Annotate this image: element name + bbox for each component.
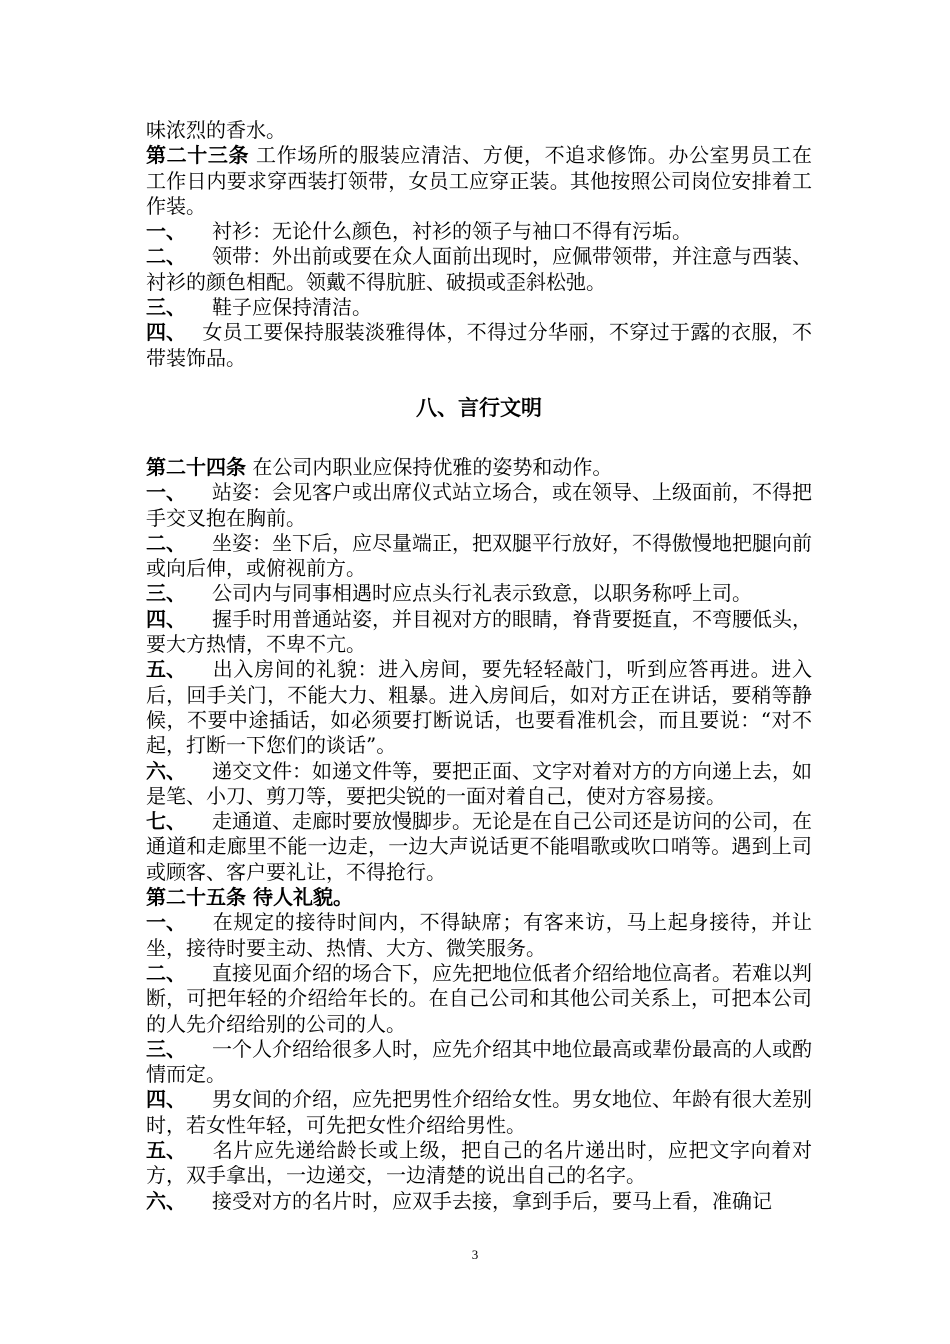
item-text: 女员工要保持服装淡雅得体，不得过分华丽，不穿过于露的衣服，不带装饰品。 — [146, 320, 812, 370]
list-item — [146, 809, 812, 885]
item-text: 接受对方的名片时，应双手去接，拿到手后，要马上看，准确记 — [212, 1188, 772, 1213]
list-item — [146, 657, 812, 758]
article-label: 第二十三条 — [146, 143, 250, 168]
list-item — [146, 1189, 812, 1214]
article-23 — [146, 143, 812, 219]
list-item — [146, 581, 812, 606]
list-item — [146, 219, 812, 244]
item-number: 六、 — [146, 1188, 186, 1213]
item-number: 三、 — [146, 1036, 186, 1061]
item-text: 衬衫：无论什么颜色，衬衫的领子与袖口不得有污垢。 — [212, 219, 692, 244]
item-number: 五、 — [146, 657, 186, 682]
list-item — [146, 910, 812, 961]
article-label: 第二十五条 待人礼貌。 — [146, 885, 353, 910]
item-number: 三、 — [146, 295, 186, 320]
item-text: 递交文件：如递文件等，要把正面、文字对着对方的方向递上去，如是笔、小刀、剪刀等，要把尖锐的一面对着自己，使对方容易接。 — [146, 758, 812, 808]
list-item — [146, 1087, 812, 1138]
article-text: 工作场所的服装应清洁、方便，不追求修饰。办公室男员工在工作日内要求穿西装打领带，女员工应穿正装。其他按照公司岗位安排着工作装。 — [146, 143, 813, 218]
item-text: 在规定的接待时间内，不得缺席；有客来访，马上起身接待，并让坐，接待时要主动、热情、大方、微笑服务。 — [146, 910, 812, 960]
article-text: 在公司内职业应保持优雅的姿势和动作。 — [246, 454, 613, 479]
list-item — [146, 244, 812, 295]
list-item — [146, 961, 812, 1037]
item-number: 二、 — [146, 244, 186, 269]
item-text: 站姿：会见客户或出席仪式站立场合，或在领导、上级面前，不得把手交叉抱在胸前。 — [146, 480, 812, 530]
list-item — [146, 295, 812, 320]
item-number: 六、 — [146, 758, 186, 783]
list-item — [146, 480, 812, 531]
list-item — [146, 531, 812, 582]
item-text: 握手时用普通站姿，并目视对方的眼睛，脊背要挺直，不弯腰低头，要大方热情，不卑不亢。 — [146, 606, 812, 657]
item-number: 二、 — [146, 530, 186, 555]
item-number: 四、 — [146, 606, 186, 631]
item-number: 一、 — [146, 910, 186, 935]
item-number: 二、 — [146, 960, 186, 985]
item-number: 四、 — [146, 320, 186, 345]
item-number: 一、 — [146, 219, 186, 244]
article-24 — [146, 455, 812, 480]
item-text: 领带：外出前或要在众人面前出现时，应佩带领带，并注意与西装、衬衫的颜色相配。领戴不得肮脏、破损或歪斜松弛。 — [146, 244, 812, 294]
item-number: 三、 — [146, 581, 186, 606]
item-text: 出入房间的礼貌：进入房间，要先轻轻敲门，听到应答再进。进入后，回手关门，不能大力、粗暴。进入房间后，如对方正在讲话，要稍等静候，不要中途插话，如必须要打断说话，也要看准机会，而且要说：“对不起，打断一下您们的谈话”。 — [146, 657, 812, 758]
paragraph: 味浓烈的香水。 — [146, 118, 286, 142]
item-number: 四、 — [146, 1087, 186, 1112]
item-number: 一、 — [146, 480, 186, 505]
item-text: 坐姿：坐下后，应尽量端正，把双腿平行放好，不得傲慢地把腿向前或向后伸，或俯视前方。 — [146, 530, 812, 581]
document-body — [146, 118, 812, 1214]
item-text: 直接见面介绍的场合下，应先把地位低者介绍给地位高者。若难以判断，可把年轻的介绍给年长的。在自己公司和其他公司关系上，可把本公司的人先介绍给别的公司的人。 — [146, 960, 812, 1036]
item-text: 名片应先递给龄长或上级，把自己的名片递出时，应把文字向着对方，双手拿出，一边递交，一边清楚的说出自己的名字。 — [146, 1137, 812, 1188]
item-text: 走通道、走廊时要放慢脚步。无论是在自己公司还是访问的公司，在通道和走廊里不能一边走，一边大声说话更不能唱歌或吹口哨等。遇到上司或顾客、客户要礼让，不得抢行。 — [146, 809, 812, 884]
item-text: 男女间的介绍，应先把男性介绍给女性。男女地位、年龄有很大差别时，若女性年轻，可先把女性介绍给男性。 — [146, 1087, 812, 1137]
list-item — [146, 1138, 812, 1189]
list-item — [146, 607, 812, 658]
item-text: 鞋子应保持清洁。 — [212, 295, 372, 320]
item-text: 一个人介绍给很多人时，应先介绍其中地位最高或辈份最高的人或酌情而定。 — [146, 1036, 812, 1087]
article-label: 第二十四条 — [146, 454, 246, 479]
item-number: 五、 — [146, 1137, 186, 1162]
list-item — [146, 320, 812, 371]
list-item — [146, 1037, 812, 1088]
item-text: 公司内与同事相遇时应点头行礼表示致意，以职务称呼上司。 — [212, 581, 752, 606]
section-title: 八、言行文明 — [416, 395, 542, 420]
page-number: 3 — [471, 1247, 479, 1262]
item-number: 七、 — [146, 809, 186, 834]
list-item — [146, 759, 812, 810]
article-25 — [146, 885, 812, 910]
